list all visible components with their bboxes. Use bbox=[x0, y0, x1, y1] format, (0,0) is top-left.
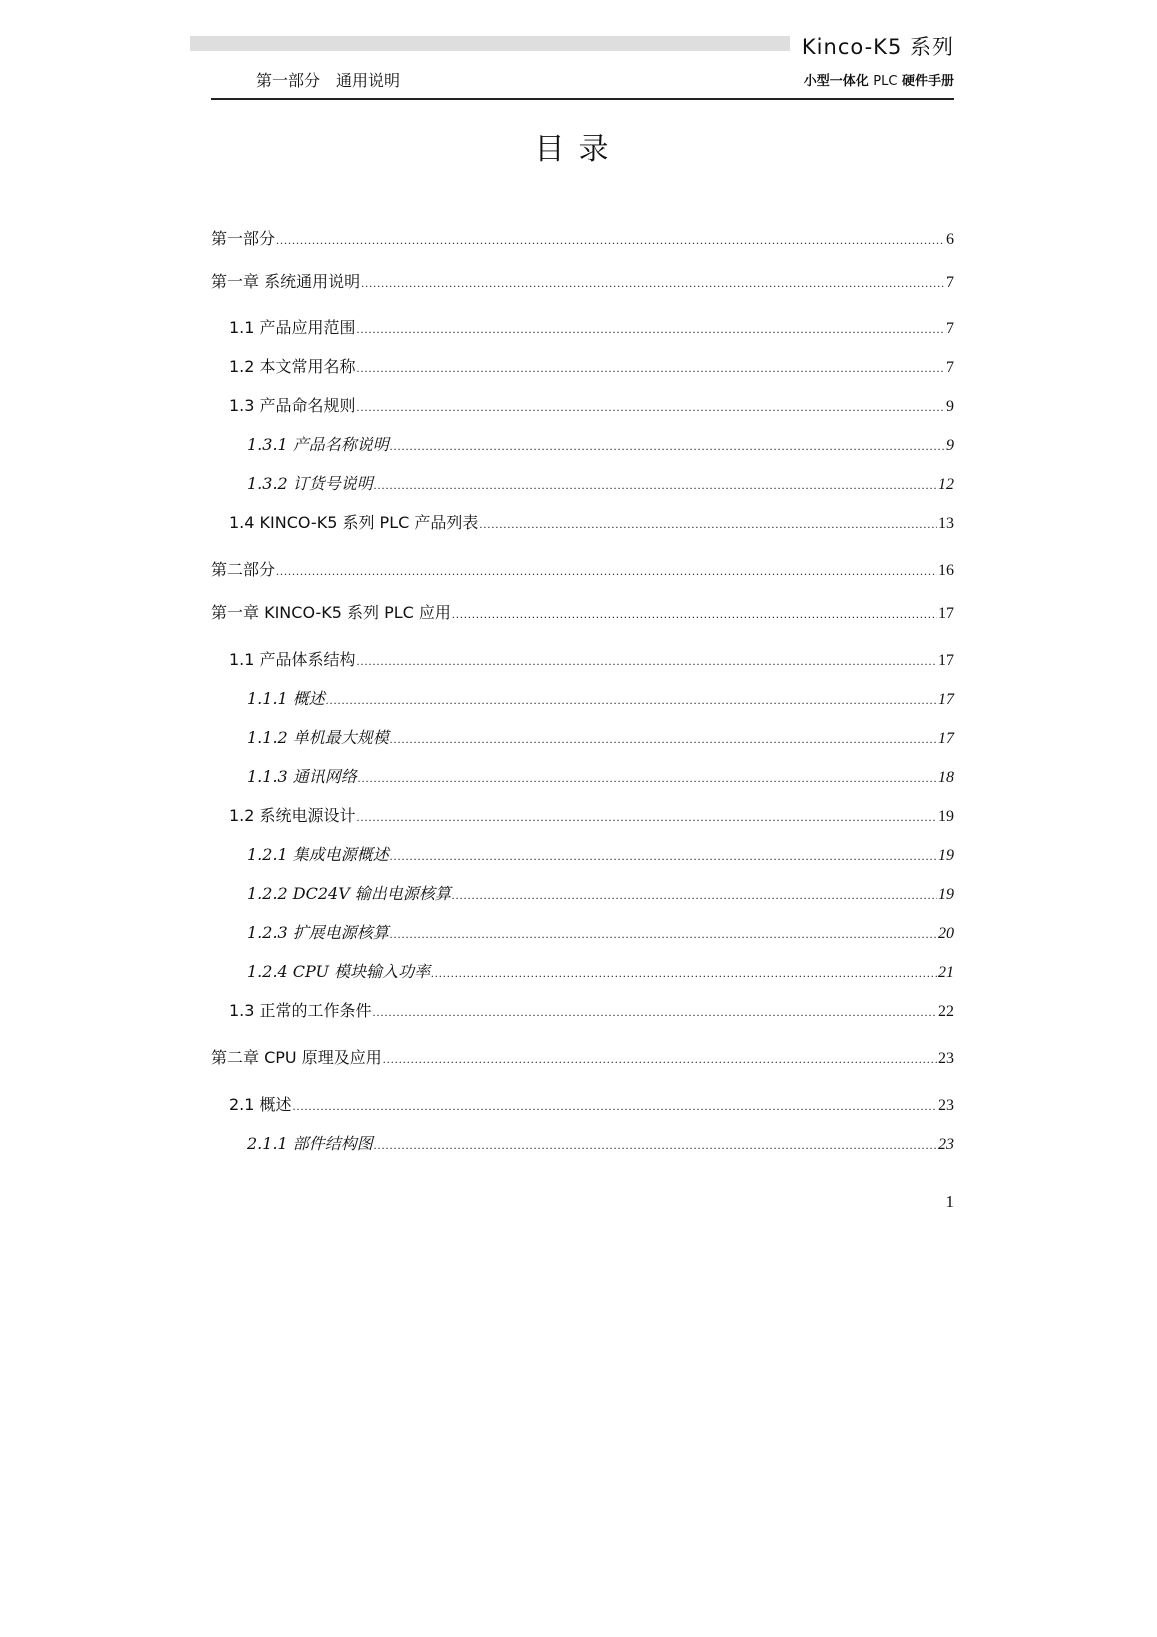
toc-entry-label: 1.3.2 订货号说明 bbox=[247, 474, 373, 493]
toc-leader-dots bbox=[357, 810, 937, 825]
toc-entry-label: 1.1.3 通讯网络 bbox=[247, 767, 357, 786]
toc-entry-page: 17 bbox=[938, 691, 954, 708]
toc-leader-dots bbox=[358, 771, 937, 786]
toc-entry[interactable] bbox=[211, 725, 954, 748]
toc-entry-label: 1.2.4 CPU 模块输入功率 bbox=[247, 962, 431, 981]
toc-entry[interactable] bbox=[211, 432, 954, 455]
toc-entry[interactable] bbox=[211, 647, 954, 670]
toc-entry-label: 1.2.3 扩展电源核算 bbox=[247, 923, 389, 942]
toc-leader-dots bbox=[390, 927, 937, 942]
toc-entry[interactable] bbox=[211, 803, 954, 826]
toc-entry[interactable] bbox=[211, 226, 954, 249]
toc-leader-dots bbox=[383, 1052, 937, 1067]
toc-entry-label: 1.1 产品应用范围 bbox=[229, 318, 356, 337]
toc-entry-page: 17 bbox=[938, 652, 954, 669]
toc-entry-page: 23 bbox=[938, 1136, 954, 1153]
toc-entry-label: 1.1.1 概述 bbox=[247, 689, 325, 708]
toc-entry-page: 6 bbox=[946, 231, 954, 248]
toc-entry-label: 第二章 CPU 原理及应用 bbox=[211, 1048, 382, 1067]
toc-leader-dots bbox=[361, 276, 945, 291]
toc-entry-page: 22 bbox=[938, 1003, 954, 1020]
toc-entry[interactable] bbox=[211, 959, 954, 982]
toc-entry-page: 19 bbox=[938, 886, 954, 903]
toc-leader-dots bbox=[357, 654, 937, 669]
toc-entry[interactable] bbox=[211, 600, 954, 623]
toc-entry-page: 23 bbox=[938, 1050, 954, 1067]
toc-entry[interactable] bbox=[211, 686, 954, 709]
toc-entry-page: 20 bbox=[938, 925, 954, 942]
toc-entry[interactable] bbox=[211, 354, 954, 377]
manual-label bbox=[804, 70, 954, 89]
toc-entry[interactable] bbox=[211, 393, 954, 416]
toc-entry-label: 1.3.1 产品名称说明 bbox=[247, 435, 389, 454]
toc-entry-page: 13 bbox=[938, 515, 954, 532]
toc-entry-page: 7 bbox=[946, 359, 954, 376]
toc-entry-page: 17 bbox=[938, 605, 954, 622]
toc-entry-page: 21 bbox=[938, 964, 954, 981]
toc-entry[interactable] bbox=[211, 920, 954, 943]
toc-entry-label: 1.2 系统电源设计 bbox=[229, 806, 356, 825]
brand-title: Kinco-K5 系列 bbox=[801, 35, 954, 59]
toc-leader-dots bbox=[326, 693, 937, 708]
toc-leader-dots bbox=[479, 517, 937, 532]
toc-entry-page: 7 bbox=[946, 274, 954, 291]
toc-entry-page: 18 bbox=[938, 769, 954, 786]
toc-entry-label: 2.1.1 部件结构图 bbox=[247, 1134, 373, 1153]
toc-entry-label: 1.1.2 单机最大规模 bbox=[247, 728, 389, 747]
toc-entry-label: 1.2 本文常用名称 bbox=[229, 357, 356, 376]
toc-leader-dots bbox=[374, 478, 937, 493]
toc-entry[interactable] bbox=[211, 1045, 954, 1068]
toc-entry-label: 2.1 概述 bbox=[229, 1095, 292, 1114]
toc-entry-page: 9 bbox=[946, 398, 954, 415]
toc-entry[interactable] bbox=[211, 471, 954, 494]
toc-leader-dots bbox=[357, 400, 945, 415]
toc-leader-dots bbox=[390, 439, 945, 454]
toc-entry-page: 7 bbox=[946, 320, 954, 337]
toc-entry[interactable] bbox=[211, 269, 954, 292]
header-rule bbox=[211, 98, 954, 100]
toc-entry-page: 19 bbox=[938, 847, 954, 864]
toc-leader-dots bbox=[452, 888, 937, 903]
toc-entry[interactable] bbox=[211, 510, 954, 533]
toc-title: 目录 bbox=[534, 132, 623, 167]
toc-entry-label: 第一章 系统通用说明 bbox=[211, 272, 361, 291]
toc-entry-label: 第二部分 bbox=[211, 560, 276, 579]
toc-entry-label: 1.1 产品体系结构 bbox=[229, 650, 356, 669]
section-label: 第一部分 通用说明 bbox=[256, 71, 401, 90]
toc-entry[interactable] bbox=[211, 315, 954, 338]
toc-leader-dots bbox=[276, 233, 945, 248]
toc-leader-dots bbox=[357, 322, 945, 337]
toc-entry-page: 23 bbox=[938, 1097, 954, 1114]
toc-entry-label: 第一章 KINCO-K5 系列 PLC 应用 bbox=[211, 603, 451, 622]
page-number: 1 bbox=[945, 1192, 954, 1211]
toc-leader-dots bbox=[276, 564, 937, 579]
toc-entry-label: 1.2.2 DC24V 输出电源核算 bbox=[247, 884, 451, 903]
manual-label-latin: PLC bbox=[873, 74, 898, 89]
toc-entry-page: 19 bbox=[938, 808, 954, 825]
toc-entry[interactable] bbox=[211, 881, 954, 904]
toc-entry[interactable] bbox=[211, 764, 954, 787]
toc-entry-label: 1.2.1 集成电源概述 bbox=[247, 845, 389, 864]
manual-label-suffix: 硬件手册 bbox=[897, 74, 954, 89]
manual-label-prefix: 小型一体化 bbox=[803, 74, 874, 89]
toc-entry-page: 16 bbox=[938, 562, 954, 579]
toc-leader-dots bbox=[357, 361, 945, 376]
toc-entry-label: 1.3 产品命名规则 bbox=[229, 396, 356, 415]
toc-entry-page: 9 bbox=[946, 437, 954, 454]
toc-leader-dots bbox=[374, 1138, 937, 1153]
toc-entry[interactable] bbox=[211, 1092, 954, 1115]
toc-entry-label: 1.4 KINCO-K5 系列 PLC 产品列表 bbox=[229, 513, 479, 532]
toc-entry-label: 第一部分 bbox=[211, 229, 276, 248]
toc-entry-label: 1.3 正常的工作条件 bbox=[229, 1001, 372, 1020]
toc-leader-dots bbox=[452, 607, 937, 622]
toc-entry[interactable] bbox=[211, 1131, 954, 1154]
toc-entry[interactable] bbox=[211, 842, 954, 865]
toc-entry[interactable] bbox=[211, 998, 954, 1021]
toc-leader-dots bbox=[431, 966, 937, 981]
toc-leader-dots bbox=[390, 732, 937, 747]
header-bar bbox=[190, 36, 790, 51]
toc-leader-dots bbox=[390, 849, 937, 864]
toc-leader-dots bbox=[373, 1005, 937, 1020]
toc-entry-page: 17 bbox=[938, 730, 954, 747]
toc-leader-dots bbox=[293, 1099, 937, 1114]
toc-entry-page: 12 bbox=[938, 476, 954, 493]
toc-entry[interactable] bbox=[211, 557, 954, 580]
